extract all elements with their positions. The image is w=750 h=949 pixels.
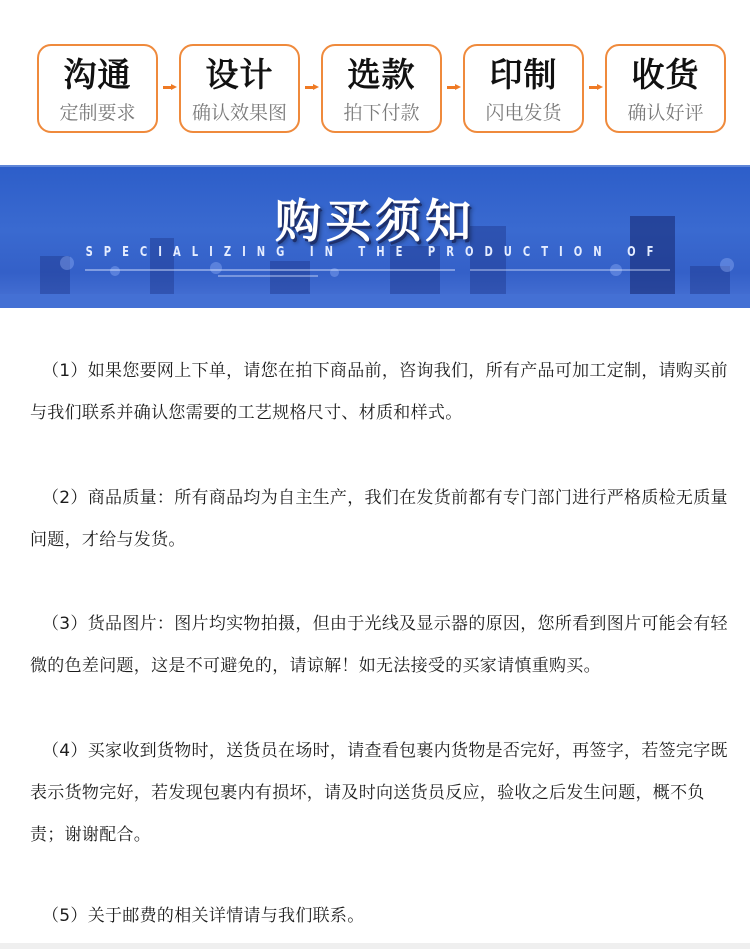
banner-fine-print [85,269,455,271]
arrow-right-icon [589,84,603,90]
arrow-right-icon [163,84,177,90]
step-select [321,44,442,133]
banner-tagline: SPECIALIZING IN THE PRODUCTION OF [85,245,665,260]
step-title: 印制 [489,55,558,94]
arrow-right-icon [447,84,461,90]
note-item [30,603,730,687]
note-text: 买家收到货物时，送货员在场时，请查看包裹内货物是否完好，再签字，若签完字既表示货物完好，若发现包裹内有损坏，请及时向送货员反应，验收之后发生问题，概不负责；谢谢配合。 [30,741,728,845]
banner-heading: 购买须知 [275,194,475,248]
step-title: 选款 [347,55,416,94]
arrow-right-icon [305,84,319,90]
step-title: 设计 [205,55,274,94]
note-number: （5） [42,906,88,926]
step-subtitle: 拍下付款 [343,102,420,124]
note-item [30,350,730,434]
note-item [30,730,730,856]
note-item [30,895,365,937]
note-number: （2） [42,488,88,508]
step-subtitle: 确认好评 [627,102,704,124]
step-title: 收货 [631,55,700,94]
step-receive [605,44,726,133]
note-text: 货品图片：图片均实物拍摄，但由于光线及显示器的原因，您所看到图片可能会有轻微的色差问题，这是不可避免的，请谅解！如无法接受的买家请慎重购买。 [30,614,728,676]
step-subtitle: 确认效果图 [191,102,287,124]
note-number: （1） [42,361,88,381]
process-steps [0,44,750,134]
note-text: 商品质量：所有商品均为自主生产，我们在发货前都有专门部门进行严格质检无质量问题，才给与发货。 [30,488,728,550]
note-text: 如果您要网上下单，请您在拍下商品前，咨询我们，所有产品可加工定制，请购买前与我们联系并确认您需要的工艺规格尺寸、材质和样式。 [30,361,728,423]
step-design [179,44,300,133]
step-print [463,44,584,133]
note-number: （3） [42,614,88,634]
step-communicate [37,44,158,133]
note-item [30,477,730,561]
note-number: （4） [42,741,88,761]
step-subtitle: 定制要求 [59,102,136,124]
step-subtitle: 闪电发货 [485,102,562,124]
step-title: 沟通 [63,55,132,94]
note-text: 关于邮费的相关详情请与我们联系。 [87,906,365,926]
purchase-notice-banner [0,165,750,308]
bottom-divider [0,943,750,949]
